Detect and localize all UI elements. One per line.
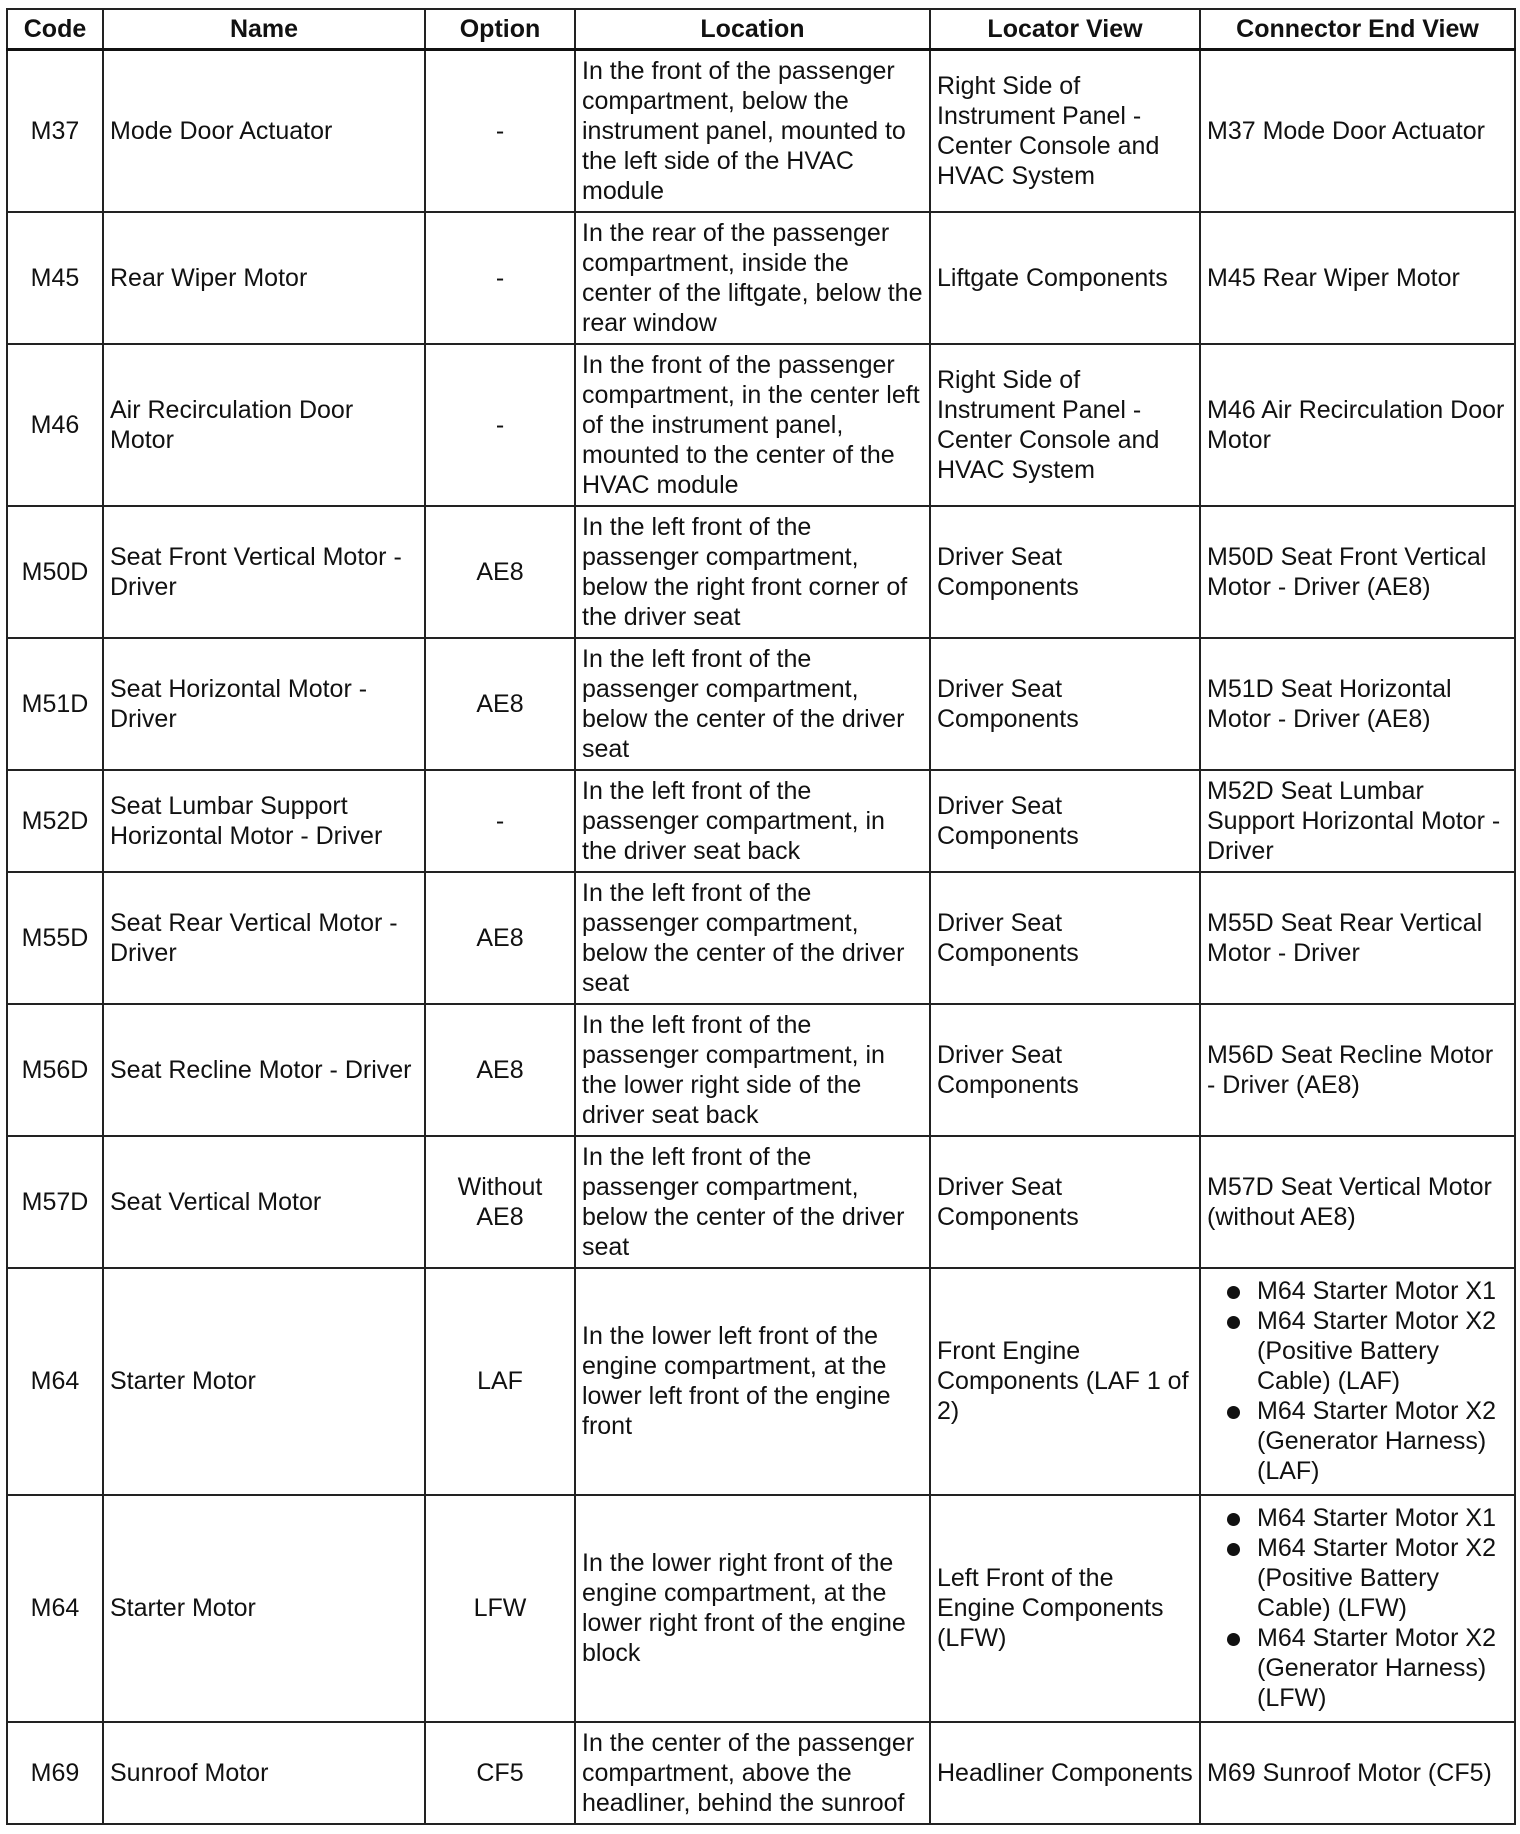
cell-connector-end-view: [1200, 212, 1515, 344]
header-name: Name: [103, 9, 425, 50]
cell-connector-end-view: [1200, 1004, 1515, 1136]
cell-locator-view: Right Side of Instrument Panel - Center Console and HVAC System: [930, 50, 1200, 212]
cell-connector-end-view: [1200, 1268, 1515, 1495]
cell-location: In the left front of the passenger compartment, below the center of the driver seat: [575, 1136, 930, 1268]
cell-name: Mode Door Actuator: [103, 50, 425, 212]
cell-locator-view: Driver Seat Components: [930, 506, 1200, 638]
cell-option: AE8: [425, 506, 575, 638]
cell-location: In the left front of the passenger compartment, below the center of the driver seat: [575, 872, 930, 1004]
cell-code: M37: [7, 50, 103, 212]
connector-list-item: M64 Starter Motor X2 (Generator Harness) (LFW): [1207, 1623, 1508, 1713]
cell-location: In the left front of the passenger compartment, in the lower right side of the driver seat back: [575, 1004, 930, 1136]
cell-option: LAF: [425, 1268, 575, 1495]
cell-name: Starter Motor: [103, 1268, 425, 1495]
cell-location: In the lower left front of the engine compartment, at the lower left front of the engine front: [575, 1268, 930, 1495]
header-code: Code: [7, 9, 103, 50]
connector-text: M45 Rear Wiper Motor: [1207, 263, 1460, 292]
cell-connector-end-view: [1200, 872, 1515, 1004]
cell-option: AE8: [425, 638, 575, 770]
cell-connector-end-view: [1200, 1136, 1515, 1268]
cell-locator-view: Driver Seat Components: [930, 770, 1200, 872]
connector-text: M46 Air Recirculation Door Motor: [1207, 395, 1505, 454]
cell-location: In the left front of the passenger compartment, below the right front corner of the driver seat: [575, 506, 930, 638]
table-row: [7, 872, 1515, 1004]
table-row: [7, 506, 1515, 638]
table-body: [7, 50, 1515, 1824]
header-connector-end-view: Connector End View: [1200, 9, 1515, 50]
cell-location: In the front of the passenger compartment, in the center left of the instrument panel, mounted to the center of the HVAC module: [575, 344, 930, 506]
cell-locator-view: Headliner Components: [930, 1722, 1200, 1824]
cell-code: M51D: [7, 638, 103, 770]
connector-list-item: M64 Starter Motor X1: [1207, 1503, 1508, 1533]
table-row: [7, 1268, 1515, 1495]
connector-list-item: M64 Starter Motor X2 (Positive Battery Cable) (LFW): [1207, 1533, 1508, 1623]
header-row: [7, 9, 1515, 50]
cell-code: M52D: [7, 770, 103, 872]
cell-option: -: [425, 770, 575, 872]
cell-locator-view: Left Front of the Engine Components (LFW): [930, 1495, 1200, 1722]
cell-locator-view: Driver Seat Components: [930, 638, 1200, 770]
cell-connector-end-view: [1200, 344, 1515, 506]
connector-text: M56D Seat Recline Motor - Driver (AE8): [1207, 1040, 1494, 1099]
cell-location: In the center of the passenger compartment, above the headliner, behind the sunroof: [575, 1722, 930, 1824]
cell-code: M55D: [7, 872, 103, 1004]
cell-name: Rear Wiper Motor: [103, 212, 425, 344]
table-row: [7, 1495, 1515, 1722]
header-location: Location: [575, 9, 930, 50]
table-row: [7, 1136, 1515, 1268]
cell-connector-end-view: [1200, 506, 1515, 638]
cell-name: Seat Horizontal Motor - Driver: [103, 638, 425, 770]
cell-name: Starter Motor: [103, 1495, 425, 1722]
table-row: [7, 1004, 1515, 1136]
cell-code: M56D: [7, 1004, 103, 1136]
cell-name: Seat Rear Vertical Motor - Driver: [103, 872, 425, 1004]
cell-option: Without AE8: [425, 1136, 575, 1268]
cell-location: In the left front of the passenger compartment, in the driver seat back: [575, 770, 930, 872]
cell-name: Sunroof Motor: [103, 1722, 425, 1824]
connector-text: M51D Seat Horizontal Motor - Driver (AE8): [1207, 674, 1452, 733]
cell-connector-end-view: [1200, 50, 1515, 212]
cell-location: In the front of the passenger compartment, below the instrument panel, mounted to the left side of the HVAC module: [575, 50, 930, 212]
cell-locator-view: Front Engine Components (LAF 1 of 2): [930, 1268, 1200, 1495]
connector-text: M57D Seat Vertical Motor (without AE8): [1207, 1172, 1492, 1231]
cell-option: AE8: [425, 872, 575, 1004]
table-row: [7, 638, 1515, 770]
cell-option: AE8: [425, 1004, 575, 1136]
table-row: [7, 1722, 1515, 1824]
connector-list: [1207, 1503, 1508, 1713]
cell-code: M64: [7, 1268, 103, 1495]
cell-locator-view: Driver Seat Components: [930, 872, 1200, 1004]
connector-list-item: M64 Starter Motor X1: [1207, 1276, 1508, 1306]
connector-text: M52D Seat Lumbar Support Horizontal Motor - Driver: [1207, 776, 1501, 865]
cell-name: Seat Front Vertical Motor - Driver: [103, 506, 425, 638]
cell-locator-view: Driver Seat Components: [930, 1004, 1200, 1136]
cell-name: Seat Recline Motor - Driver: [103, 1004, 425, 1136]
cell-option: -: [425, 212, 575, 344]
component-locator-table: [6, 8, 1516, 1825]
table-row: [7, 50, 1515, 212]
connector-list-item: M64 Starter Motor X2 (Positive Battery Cable) (LAF): [1207, 1306, 1508, 1396]
connector-list-item: M64 Starter Motor X2 (Generator Harness) (LAF): [1207, 1396, 1508, 1486]
cell-code: M57D: [7, 1136, 103, 1268]
cell-locator-view: Driver Seat Components: [930, 1136, 1200, 1268]
connector-text: M55D Seat Rear Vertical Motor - Driver: [1207, 908, 1483, 967]
connector-list: [1207, 1276, 1508, 1486]
cell-option: -: [425, 50, 575, 212]
cell-option: CF5: [425, 1722, 575, 1824]
cell-connector-end-view: [1200, 1495, 1515, 1722]
cell-location: In the rear of the passenger compartment, inside the center of the liftgate, below the rear window: [575, 212, 930, 344]
cell-option: -: [425, 344, 575, 506]
connector-text: M37 Mode Door Actuator: [1207, 116, 1485, 145]
cell-code: M50D: [7, 506, 103, 638]
cell-locator-view: Right Side of Instrument Panel - Center Console and HVAC System: [930, 344, 1200, 506]
cell-connector-end-view: [1200, 770, 1515, 872]
cell-location: In the left front of the passenger compartment, below the center of the driver seat: [575, 638, 930, 770]
table-row: [7, 212, 1515, 344]
cell-code: M64: [7, 1495, 103, 1722]
cell-location: In the lower right front of the engine compartment, at the lower right front of the engine block: [575, 1495, 930, 1722]
cell-name: Air Recirculation Door Motor: [103, 344, 425, 506]
cell-code: M69: [7, 1722, 103, 1824]
cell-connector-end-view: [1200, 638, 1515, 770]
connector-text: M50D Seat Front Vertical Motor - Driver (AE8): [1207, 542, 1487, 601]
cell-name: Seat Vertical Motor: [103, 1136, 425, 1268]
table-row: [7, 344, 1515, 506]
header-option: Option: [425, 9, 575, 50]
cell-name: Seat Lumbar Support Horizontal Motor - Driver: [103, 770, 425, 872]
cell-locator-view: Liftgate Components: [930, 212, 1200, 344]
cell-code: M46: [7, 344, 103, 506]
header-locator-view: Locator View: [930, 9, 1200, 50]
connector-text: M69 Sunroof Motor (CF5): [1207, 1758, 1492, 1787]
cell-option: LFW: [425, 1495, 575, 1722]
table-row: [7, 770, 1515, 872]
cell-code: M45: [7, 212, 103, 344]
cell-connector-end-view: [1200, 1722, 1515, 1824]
